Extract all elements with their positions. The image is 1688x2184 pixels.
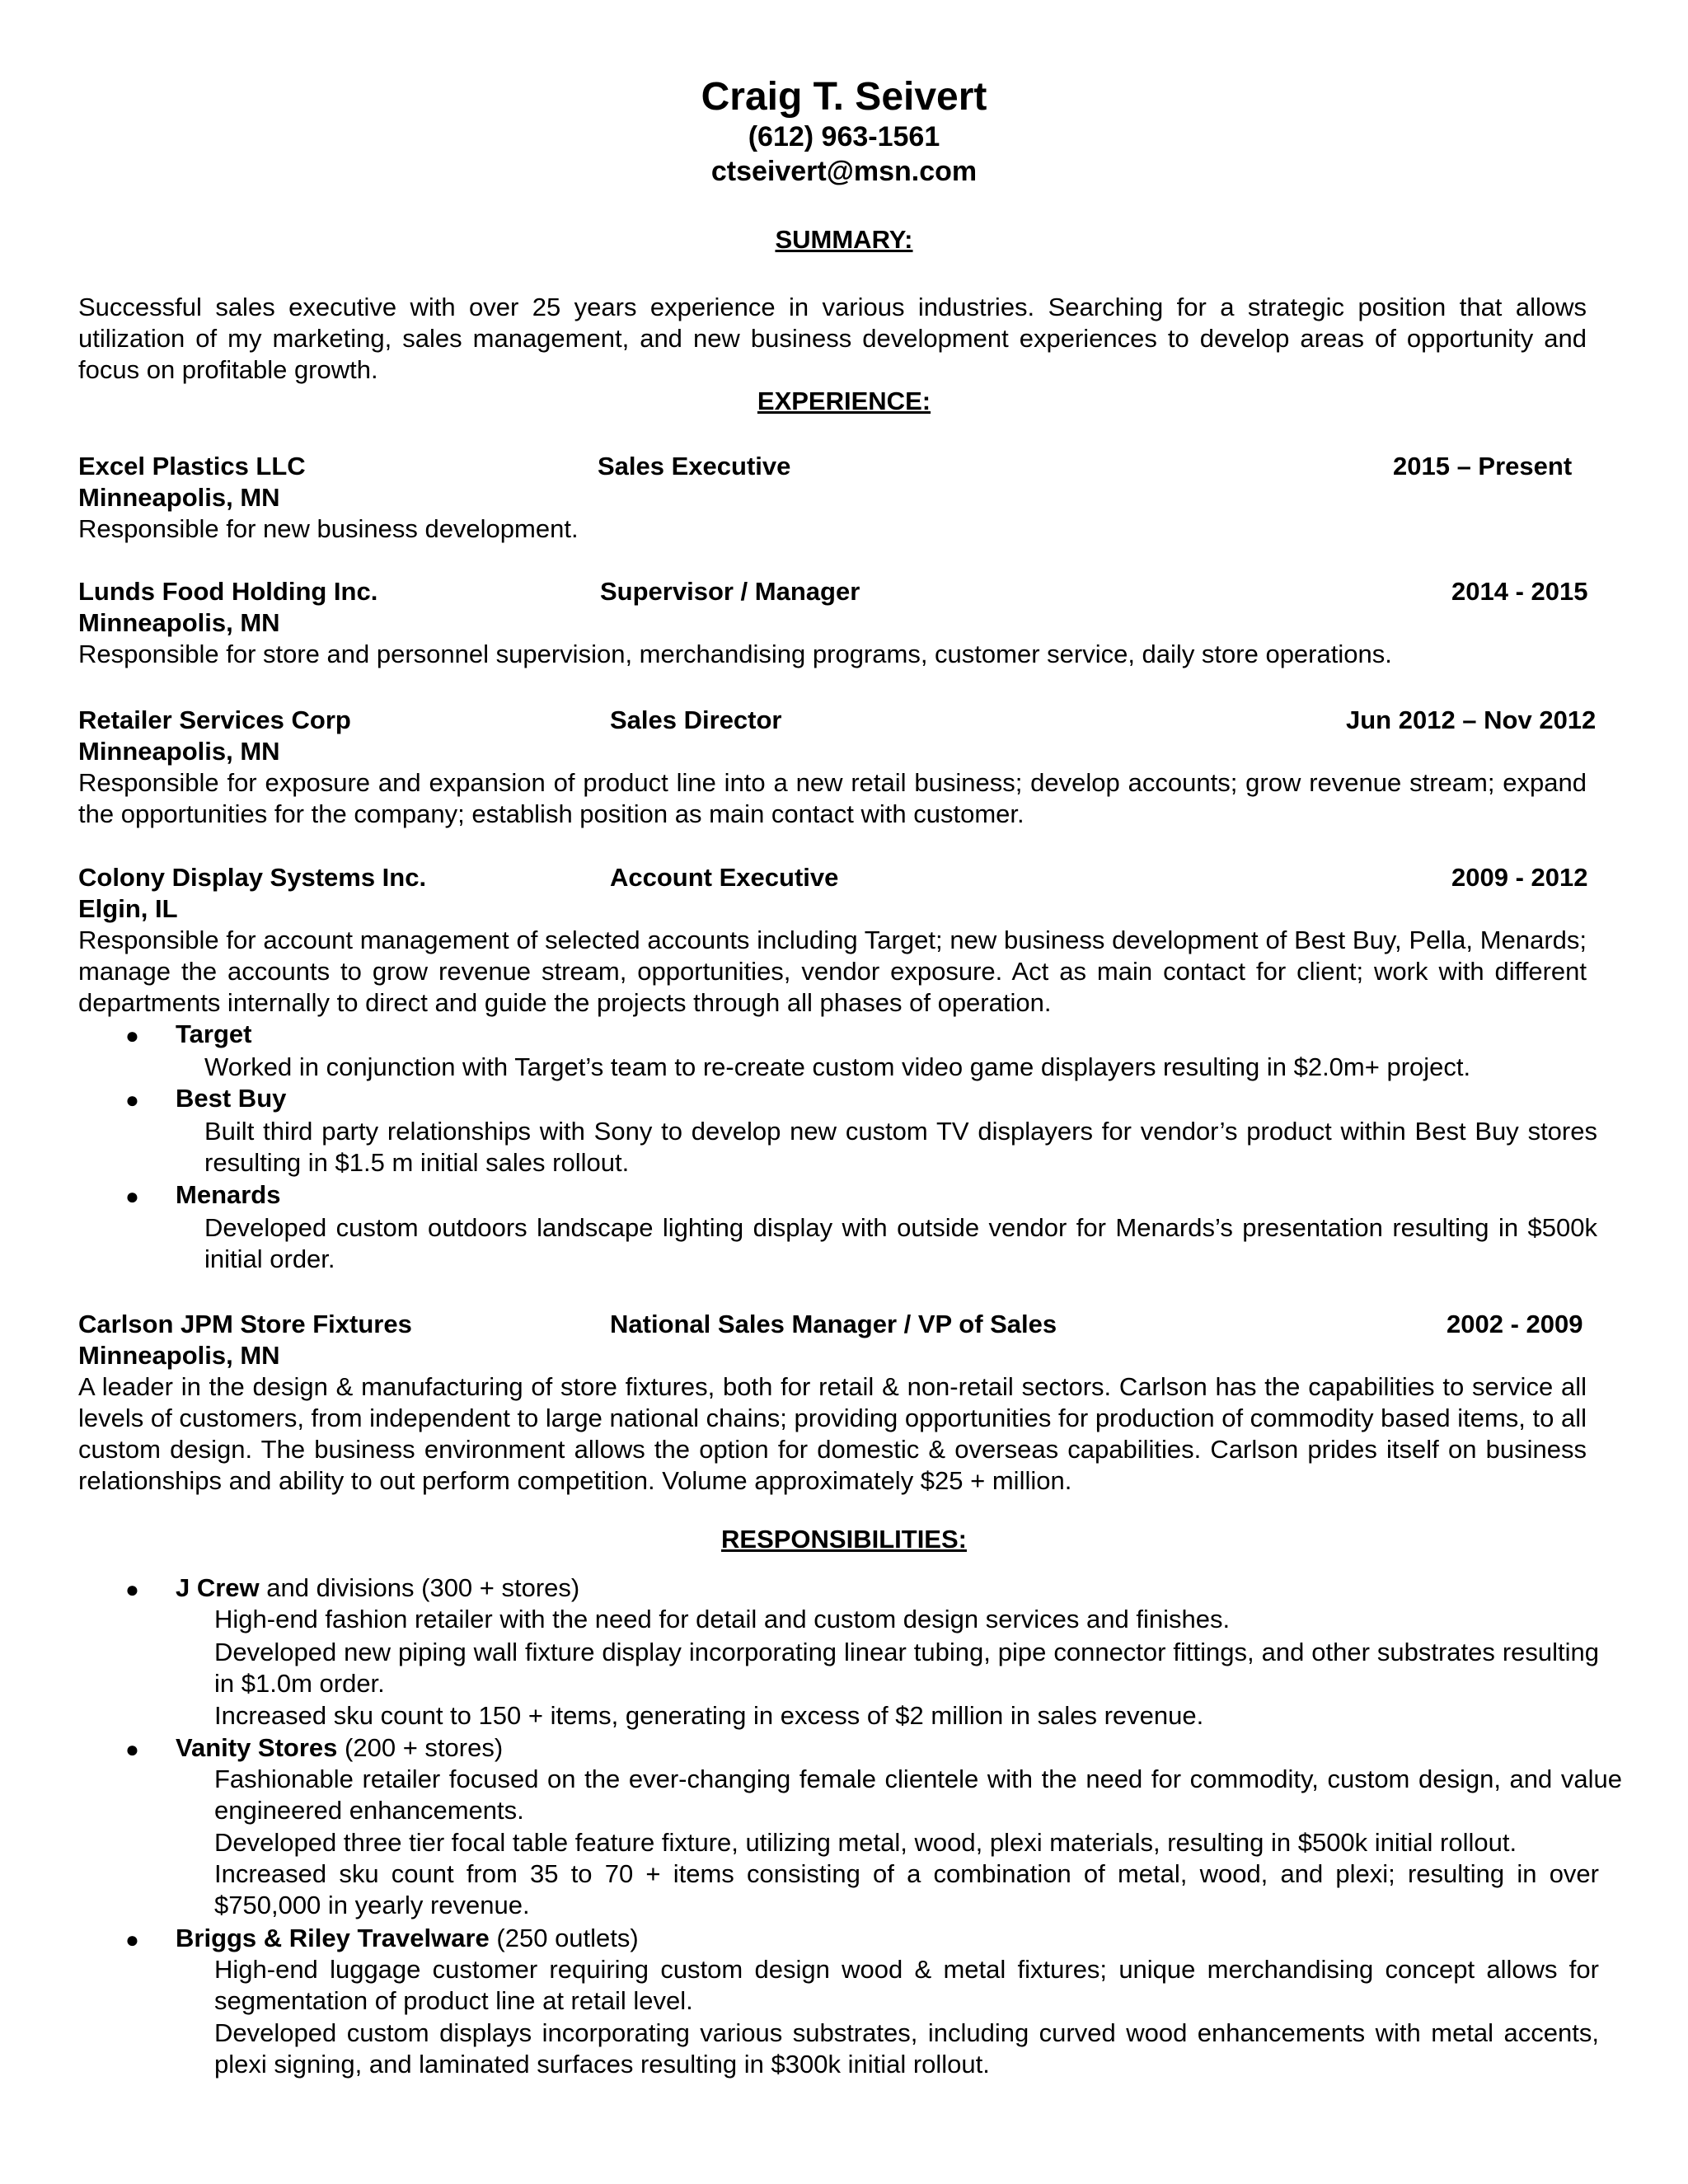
job-company: Lunds Food Holding Inc.: [78, 577, 378, 606]
highlight-name: Target: [176, 1019, 252, 1048]
job-description: Responsible for account management of selected accounts including Target; new business development of Best Buy, Pella, Menards; manage the accounts to grow revenue stream, opportunities, vendor exposure. Act as main contact for client; work with different departments internally to direct and guide the projects through all phases of operation.: [78, 926, 1587, 1017]
job-header: [78, 451, 1628, 482]
job-title: Sales Director: [610, 705, 782, 734]
job-header: [78, 576, 1628, 607]
email-address: ctseivert@msn.com: [710, 156, 978, 187]
client-detail: (250 outlets): [496, 1924, 639, 1952]
job-header: [78, 862, 1628, 893]
job-company: Colony Display Systems Inc.: [78, 863, 427, 892]
client-detail: and divisions (300 + stores): [266, 1573, 580, 1602]
job-description: Responsible for store and personnel supervision, merchandising programs, customer service, daily store operations.: [78, 640, 1392, 668]
client-point: High-end fashion retailer with the need for detail and custom design services and finishes.: [214, 1605, 1231, 1633]
job-location: Minneapolis, MN: [78, 737, 280, 766]
highlight-text: Worked in conjunction with Target’s team to re-create custom video game displayers resulting in $2.0m+ project.: [204, 1052, 1471, 1081]
job-location: Minneapolis, MN: [78, 483, 280, 512]
job-company: Carlson JPM Store Fixtures: [78, 1310, 412, 1338]
job-location: Minneapolis, MN: [78, 608, 280, 637]
job-title: Supervisor / Manager: [600, 577, 860, 606]
job-header: [78, 1309, 1628, 1340]
highlight-name: Menards: [176, 1180, 281, 1209]
job-dates: 2014 - 2015: [1451, 577, 1588, 606]
client-heading: [176, 1732, 503, 1764]
client-point: Increased sku count from 35 to 70 + items consisting of a combination of metal, wood, and plexi; resulting in over $750,000 in yearly revenue.: [214, 1859, 1599, 1919]
job-header: [78, 705, 1628, 736]
candidate-name: Craig T. Seivert: [701, 75, 987, 119]
client-point: High-end luggage customer requiring custom design wood & metal fixtures; unique merchandising concept allows for segmentation of product line at retail level.: [214, 1955, 1599, 2015]
job-location: Minneapolis, MN: [78, 1341, 280, 1370]
client-point: Fashionable retailer focused on the ever-changing female clientele with the need for commodity, custom design, and value engineered enhancements.: [214, 1765, 1622, 1825]
client-name: J Crew: [176, 1573, 260, 1602]
job-title: Account Executive: [610, 863, 839, 892]
client-point: Developed custom displays incorporating various substrates, including curved wood enhancements with metal accents, plexi signing, and laminated surfaces resulting in $300k initial rollout.: [214, 2018, 1599, 2079]
phone-number: (612) 963-1561: [748, 121, 940, 152]
job-dates: 2009 - 2012: [1451, 863, 1588, 892]
job-description: Responsible for exposure and expansion of product line into a new retail business; develop accounts; grow revenue stream; expand the opportunities for the company; establish position as main contact with customer.: [78, 768, 1587, 828]
job-dates: Jun 2012 – Nov 2012: [1346, 705, 1597, 734]
highlight-name: Best Buy: [176, 1084, 287, 1113]
job-dates: 2002 - 2009: [1447, 1310, 1583, 1338]
bullet-icon: ●: [125, 1023, 139, 1048]
bullet-icon: ●: [125, 1183, 139, 1209]
bullet-icon: ●: [125, 1577, 139, 1602]
job-title: National Sales Manager / VP of Sales: [610, 1310, 1057, 1338]
job-description: Responsible for new business development.: [78, 514, 579, 543]
client-point: Increased sku count to 150 + items, generating in excess of $2 million in sales revenue.: [214, 1701, 1204, 1730]
job-description: A leader in the design & manufacturing of store fixtures, both for retail & non-retail sectors. Carlson has the capabilities to service all levels of customers, from independent to large national chains; providing opportunities for production of commodity based items, to all custom design. The business environment allows the option for domestic & overseas capabilities. Carlson prides itself on business relationships and ability to out perform competition. Volume approximately $25 + million.: [78, 1372, 1587, 1495]
client-detail: (200 + stores): [345, 1733, 504, 1762]
highlight-text: Built third party relationships with Sony to develop new custom TV displayers for vendor’s product within Best Buy stores resulting in $1.5 m initial sales rollout.: [204, 1117, 1597, 1177]
highlight-text: Developed custom outdoors landscape lighting display with outside vendor for Menards’s presentation resulting in $500k initial order.: [204, 1213, 1597, 1273]
summary-heading: SUMMARY:: [775, 225, 913, 254]
job-location: Elgin, IL: [78, 894, 178, 923]
job-title: Sales Executive: [598, 452, 791, 480]
client-heading: [176, 1923, 639, 1954]
job-company: Retailer Services Corp: [78, 705, 351, 734]
client-name: Briggs & Riley Travelware: [176, 1924, 490, 1952]
bullet-icon: ●: [125, 1927, 139, 1952]
client-heading: [176, 1572, 579, 1604]
bullet-icon: ●: [125, 1087, 139, 1113]
responsibilities-heading: RESPONSIBILITIES:: [721, 1525, 967, 1554]
job-dates: 2015 – Present: [1393, 452, 1573, 480]
client-point: Developed new piping wall fixture display incorporating linear tubing, pipe connector fittings, and other substrates resulting in $1.0m order.: [214, 1638, 1599, 1698]
summary-text: Successful sales executive with over 25 years experience in various industries. Searching for a strategic position that allows utilization of my marketing, sales management, and new business development experiences to develop areas of opportunity and focus on profitable growth.: [78, 293, 1587, 384]
experience-heading: EXPERIENCE:: [757, 387, 931, 415]
client-name: Vanity Stores: [176, 1733, 338, 1762]
client-point: Developed three tier focal table feature fixture, utilizing metal, wood, plexi materials, resulting in $500k initial rollout.: [214, 1828, 1517, 1857]
bullet-icon: ●: [125, 1736, 139, 1762]
job-company: Excel Plastics LLC: [78, 452, 306, 480]
